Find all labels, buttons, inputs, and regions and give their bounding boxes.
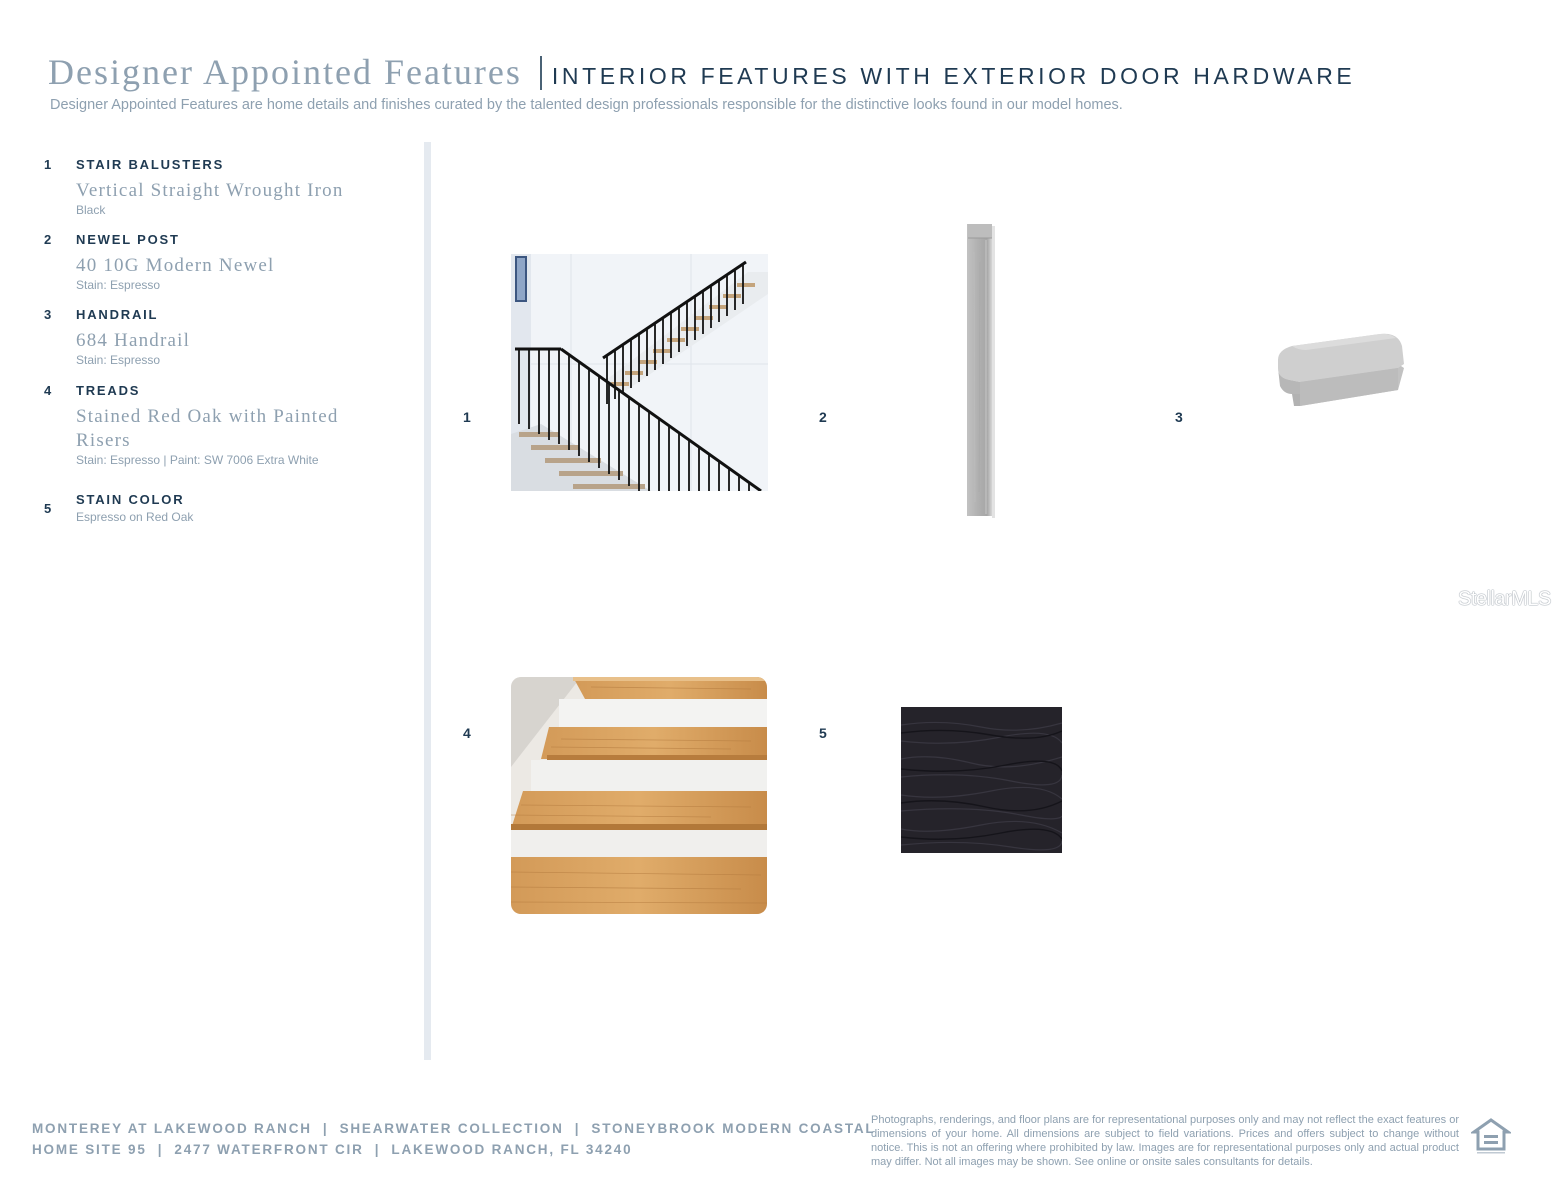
image-number-2: 2	[819, 409, 827, 425]
feature-number: 2	[44, 232, 52, 247]
title-separator	[540, 56, 542, 90]
image-number-1: 1	[463, 409, 471, 425]
feature-heading: NEWEL POST	[76, 232, 180, 247]
image-number-4: 4	[463, 725, 471, 741]
feature-detail: Espresso on Red Oak	[76, 510, 194, 524]
feature-name: 684 Handrail	[76, 330, 191, 351]
page-description: Designer Appointed Features are home details and finishes curated by the talented design professionals responsible for the distinctive looks found in our model homes.	[50, 97, 1123, 113]
equal-housing-opportunity-icon	[1471, 1116, 1511, 1156]
feature-detail: Stain: Espresso	[76, 353, 161, 367]
image-number-3: 3	[1175, 409, 1183, 425]
footer-disclaimer: Photographs, renderings, and floor plans are for representational purposes only and may not reflect the exact features or dimensions of your home. All dimensions are subject to field variations. Prices and offers subject to change without notice. This is not an offering where prohibited by law. Images are for representational purposes only and actual product may differ. Not all images may be shown. See online or onsite sales consultants for details.	[871, 1114, 1459, 1168]
footer-address	[32, 1118, 875, 1160]
feature-number: 1	[44, 157, 52, 172]
feature-number: 4	[44, 383, 52, 398]
newel-post-image	[962, 222, 998, 518]
feature-detail: Stain: Espresso	[76, 278, 161, 292]
column-divider	[424, 142, 431, 1060]
footer-community-line: MONTEREY AT LAKEWOOD RANCH | SHEARWATER COLLECTION | STONEYBROOK MODERN COASTAL	[32, 1121, 876, 1136]
watermark: StellarMLS	[1458, 588, 1551, 610]
feature-name: 40 10G Modern Newel	[76, 255, 275, 276]
feature-number: 5	[44, 501, 52, 516]
image-number-5: 5	[819, 725, 827, 741]
espresso-stain-swatch	[901, 707, 1062, 853]
feature-heading: STAIN COLOR	[76, 492, 185, 507]
feature-heading: STAIR BALUSTERS	[76, 157, 225, 172]
page-title	[48, 50, 1355, 100]
feature-detail: Stain: Espresso | Paint: SW 7006 Extra White	[76, 453, 319, 467]
feature-number: 3	[44, 307, 52, 322]
feature-detail: Black	[76, 203, 106, 217]
feature-heading: HANDRAIL	[76, 307, 159, 322]
footer-homesite-line: HOME SITE 95 | 2477 WATERFRONT CIR | LAKEWOOD RANCH, FL 34240	[32, 1142, 633, 1157]
feature-heading: TREADS	[76, 383, 141, 398]
title-main: Designer Appointed Features	[48, 52, 522, 92]
feature-name: Stained Red Oak with Painted Risers	[76, 406, 339, 451]
staircase-balusters-image	[511, 254, 768, 491]
feature-name: Vertical Straight Wrought Iron	[76, 180, 344, 201]
title-subheading: INTERIOR FEATURES WITH EXTERIOR DOOR HARDWARE	[551, 63, 1356, 89]
handrail-image	[1270, 328, 1410, 412]
stair-treads-image	[511, 677, 767, 914]
